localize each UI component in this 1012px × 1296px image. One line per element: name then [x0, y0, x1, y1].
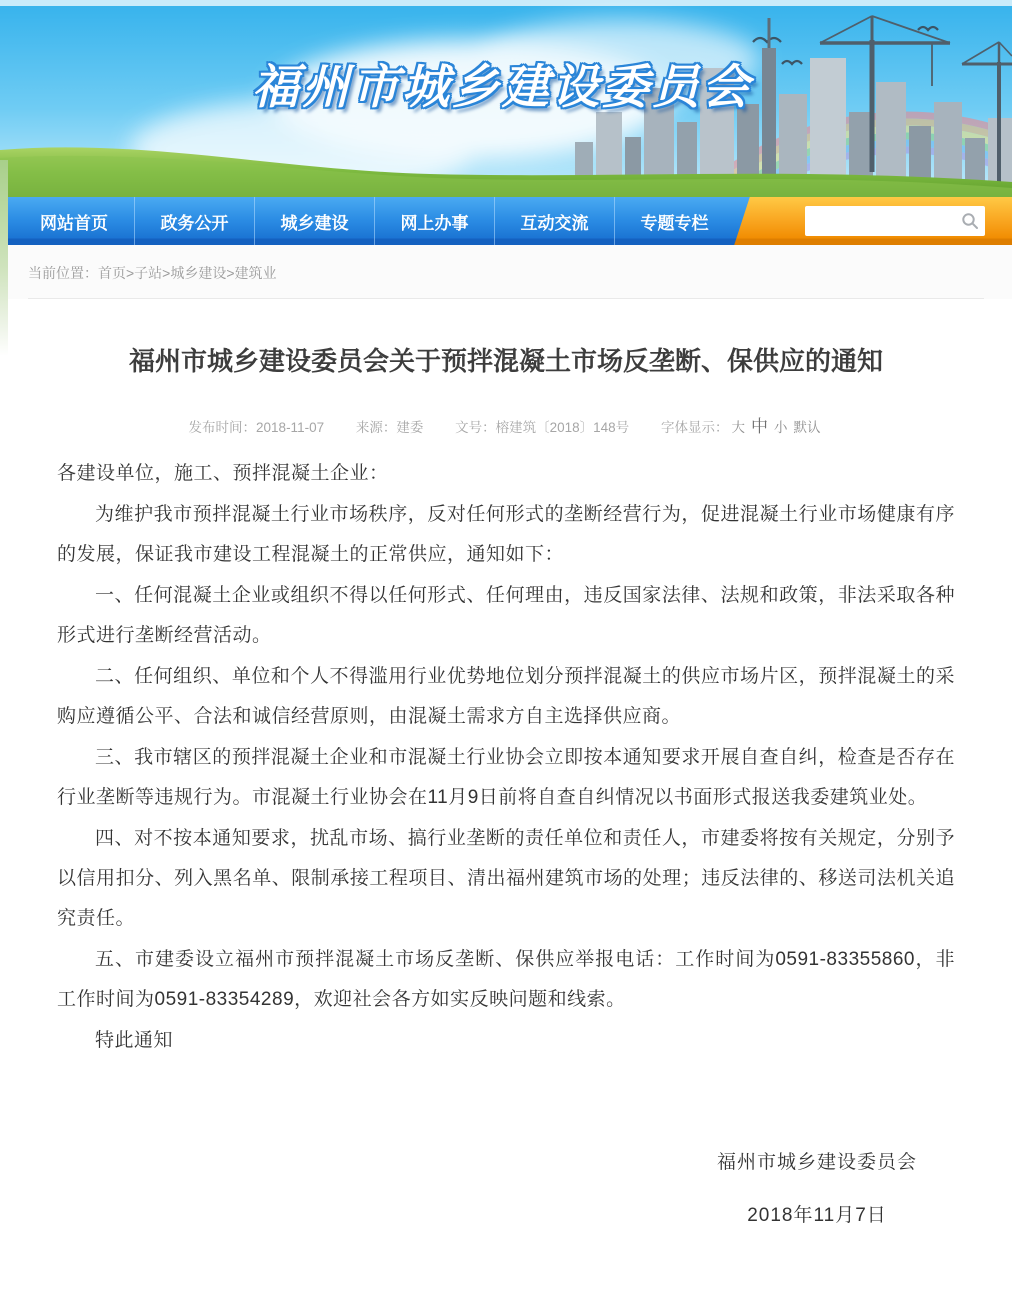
paragraph-item-5: 五、市建委设立福州市预拌混凝土市场反垄断、保供应举报电话：工作时间为0591-83355860，非工作时间为0591-83354289，欢迎社会各方如实反映问题和线索。 — [57, 949, 955, 1010]
nav-item-special-topics[interactable]: 专题专栏 — [614, 197, 734, 245]
site-title: 福州市城乡建设委员会 — [252, 60, 752, 113]
nav-search-area — [762, 197, 1012, 245]
article-title: 福州市城乡建设委员会关于预拌混凝土市场反垄断、保供应的通知 — [128, 346, 883, 376]
signature-block — [57, 1147, 917, 1227]
font-size-default[interactable]: 默认 — [793, 420, 821, 435]
font-size-large[interactable]: 大 — [731, 420, 745, 435]
search-icon[interactable] — [961, 212, 979, 230]
paragraph-intro: 为维护我市预拌混凝土行业市场秩序，反对任何形式的垄断经营行为，促进混凝土行业市场健康有序的发展，保证我市建设工程混凝土的正常供应，通知如下： — [57, 504, 955, 565]
signature-date: 2018年11月7日 — [747, 1205, 887, 1226]
font-size-medium[interactable]: 中 — [750, 417, 768, 436]
paragraph-salutation: 各建设单位，施工、预拌混凝土企业： — [57, 463, 389, 484]
breadcrumb-path[interactable]: 首页>子站>城乡建设>建筑业 — [98, 265, 277, 281]
search-box — [805, 206, 985, 236]
nav-item-interaction[interactable]: 互动交流 — [494, 197, 614, 245]
font-size-controls: 字体显示： 大 中 小 默认 — [660, 417, 821, 436]
paragraph-item-1: 一、任何混凝土企业或组织不得以任何形式、任何理由，违反国家法律、法规和政策，非法采取各种形式进行垄断经营活动。 — [57, 585, 955, 646]
nav-items — [14, 197, 734, 245]
site-banner — [0, 0, 1012, 197]
divider — [28, 298, 984, 299]
article-body — [57, 454, 955, 1061]
nav-item-gov-info[interactable]: 政务公开 — [134, 197, 254, 245]
paragraph-item-2: 二、任何组织、单位和个人不得滥用行业优势地位划分预拌混凝土的供应市场片区，预拌混凝土的采购应遵循公平、合法和诚信经营原则，由混凝土需求方自主选择供应商。 — [57, 666, 955, 727]
font-size-small[interactable]: 小 — [773, 420, 788, 435]
nav-item-home[interactable]: 网站首页 — [40, 213, 108, 233]
top-highlight-strip — [0, 0, 1012, 6]
breadcrumb-row — [0, 245, 1012, 299]
article — [0, 343, 1012, 1227]
main-nav — [0, 197, 1012, 245]
nav-item-construction[interactable]: 城乡建设 — [254, 197, 374, 245]
breadcrumb — [28, 263, 277, 283]
source: 来源：建委 — [355, 420, 424, 435]
document-number: 文号：榕建筑〔2018〕148号 — [455, 420, 630, 435]
nav-item-online-services[interactable]: 网上办事 — [374, 197, 494, 245]
signature-org: 福州市城乡建设委员会 — [716, 1152, 917, 1173]
breadcrumb-label: 当前位置： — [28, 265, 98, 281]
article-meta — [57, 412, 955, 437]
page-edge-decoration — [0, 160, 8, 356]
search-input[interactable] — [815, 213, 961, 230]
publish-time: 发布时间：2018-11-07 — [188, 420, 325, 435]
paragraph-closing: 特此通知 — [95, 1030, 174, 1051]
paragraph-item-3: 三、我市辖区的预拌混凝土企业和市混凝土行业协会立即按本通知要求开展自查自纠，检查是否存在行业垄断等违规行为。市混凝土行业协会在11月9日前将自查自纠情况以书面形式报送我委建筑业处。 — [57, 747, 955, 808]
paragraph-item-4: 四、对不按本通知要求，扰乱市场、搞行业垄断的责任单位和责任人，市建委将按有关规定，分别予以信用扣分、列入黑名单、限制承接工程项目、清出福州建筑市场的处理；违反法律的、移送司法机关追究责任。 — [57, 828, 955, 929]
